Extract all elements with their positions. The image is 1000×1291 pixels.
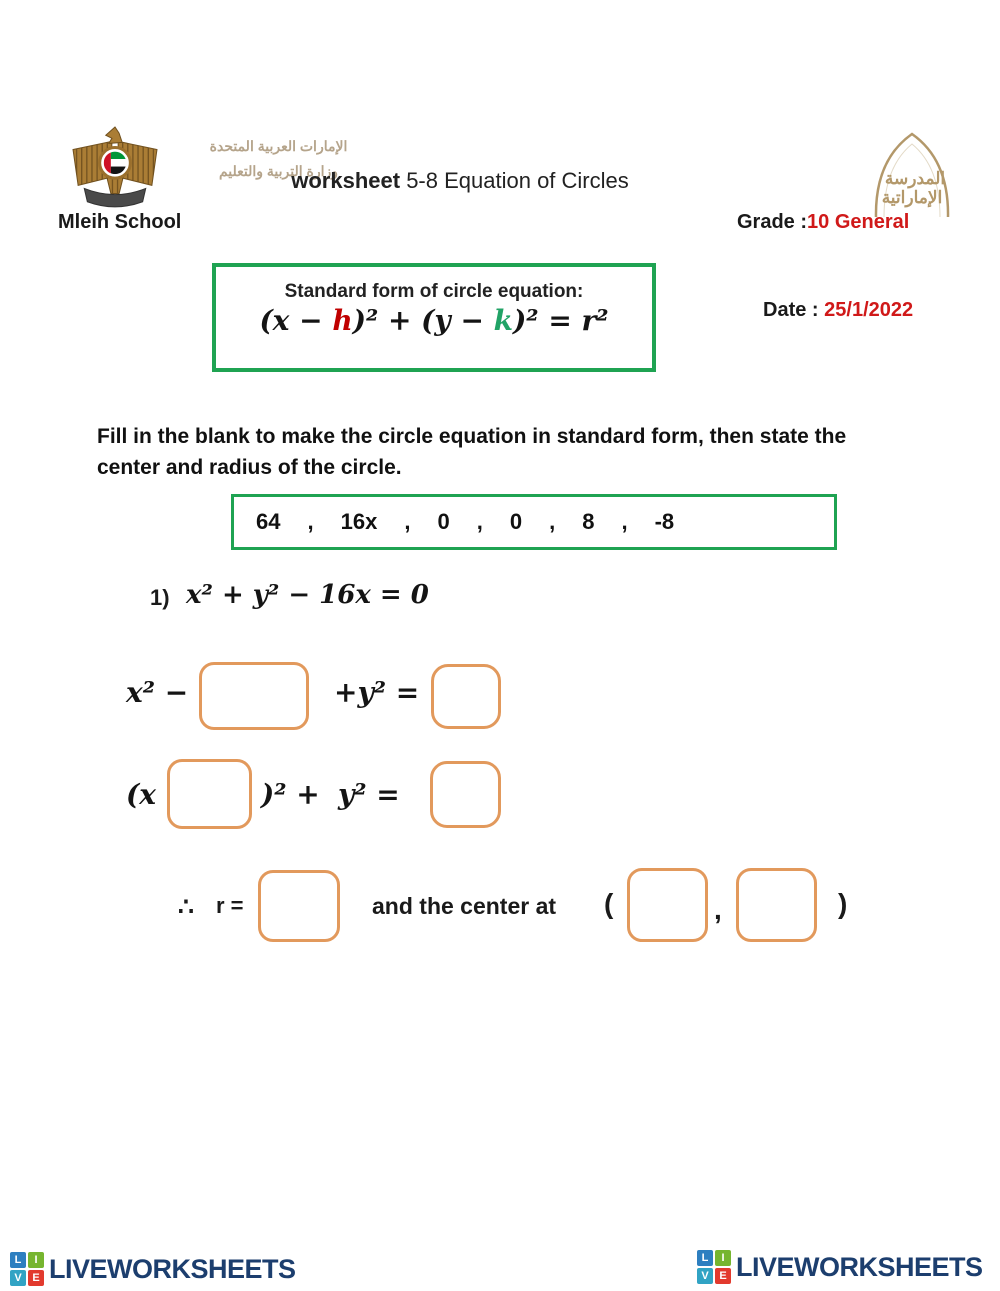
formula-part1: (x −	[259, 304, 333, 337]
grade-label: Grade :	[737, 211, 808, 233]
date-value: 25/1/2022	[824, 299, 914, 321]
school-logo-line1: المدرسة	[884, 169, 946, 188]
word-bank-separator: ,	[621, 509, 628, 534]
school-logo-line2: الإماراتية	[881, 188, 943, 207]
logo-square-i: I	[28, 1252, 44, 1268]
answer-box-2[interactable]	[431, 664, 501, 729]
liveworksheets-logo-right[interactable]	[697, 1250, 983, 1284]
uae-ministry-emblem-icon	[63, 126, 167, 217]
grade-value: 10 General	[807, 211, 910, 233]
answer-box-1[interactable]	[199, 662, 309, 730]
logo-square-e: E	[28, 1270, 44, 1286]
liveworksheets-wordmark: LIVEWORKSHEETS	[736, 1251, 983, 1282]
word-bank-item[interactable]: 0	[509, 509, 523, 534]
word-bank-separator: ,	[307, 509, 314, 534]
answer-box-6[interactable]	[627, 868, 708, 942]
logo-square-v: V	[10, 1270, 26, 1286]
row2-term-y2-equals: y² =	[338, 778, 400, 811]
word-bank-separator: ,	[549, 509, 556, 534]
word-bank-separator: ,	[476, 509, 483, 534]
row2-term-open-x: (x	[126, 778, 156, 811]
logo-square-i: I	[715, 1250, 731, 1266]
liveworksheets-wordmark: LIVEWORKSHEETS	[49, 1253, 296, 1284]
formula-part3: )² = r²	[513, 304, 609, 337]
word-bank-separator: ,	[404, 509, 411, 534]
liveworksheets-grid-icon	[10, 1252, 44, 1286]
row3-open-paren: (	[604, 888, 614, 919]
word-bank-item[interactable]: 8	[582, 509, 595, 534]
logo-square-v: V	[697, 1268, 713, 1284]
logo-square-l: L	[10, 1252, 26, 1268]
answer-box-4[interactable]	[430, 761, 501, 828]
formula-k: k	[493, 304, 514, 337]
date-line	[763, 299, 913, 322]
standard-form-title: Standard form of circle equation:	[284, 281, 584, 302]
standard-form-formula	[216, 304, 652, 337]
logo-square-e: E	[715, 1268, 731, 1284]
formula-part2: )² + (y −	[352, 304, 494, 337]
worksheet-title-bold: worksheet	[291, 168, 401, 193]
row3-close-paren: )	[838, 888, 848, 919]
standard-form-box	[212, 263, 656, 372]
word-bank-item[interactable]: 0	[437, 509, 450, 534]
worksheet-title-rest: 5-8 Equation of Circles	[400, 168, 629, 193]
answer-box-3[interactable]	[167, 759, 252, 829]
word-bank-item[interactable]: -8	[654, 509, 675, 534]
logo-square-l: L	[697, 1250, 713, 1266]
school-name: Mleih School	[58, 211, 182, 233]
instructions-line2: center and radius of the circle.	[97, 456, 402, 479]
problem-number: 1)	[150, 585, 170, 610]
row1-term-plus-y2-equals: +y² =	[334, 676, 420, 709]
word-bank-item[interactable]: 64	[256, 509, 281, 534]
grade-line	[737, 211, 909, 234]
liveworksheets-grid-icon	[697, 1250, 731, 1284]
row3-center-text: and the center at	[372, 893, 557, 919]
answer-box-7[interactable]	[736, 868, 817, 942]
row3-therefore-symbol: ∴	[178, 893, 194, 921]
worksheet-title	[230, 168, 690, 194]
ministry-name-line2: وزارة التربية والتعليم	[218, 163, 339, 179]
row3-r-equals-label: r =	[216, 893, 244, 918]
ministry-name-line1: الإمارات العربية المتحدة	[209, 138, 348, 154]
instructions	[97, 421, 947, 483]
word-bank-item[interactable]: 16x	[340, 509, 378, 534]
date-label: Date :	[763, 299, 819, 321]
row3-comma: ,	[714, 894, 722, 925]
formula-h: h	[332, 304, 353, 337]
problem-equation: x² + y² − 16x = 0	[186, 580, 429, 610]
word-bank-box	[231, 494, 837, 550]
liveworksheets-logo-left[interactable]	[10, 1252, 296, 1286]
row2-term-paren-sq-plus: )² +	[261, 778, 320, 811]
instructions-line1: Fill in the blank to make the circle equation in standard form, then state the	[97, 425, 847, 448]
answer-box-5[interactable]	[258, 870, 340, 942]
row1-term-x2-minus: x² −	[126, 676, 189, 709]
